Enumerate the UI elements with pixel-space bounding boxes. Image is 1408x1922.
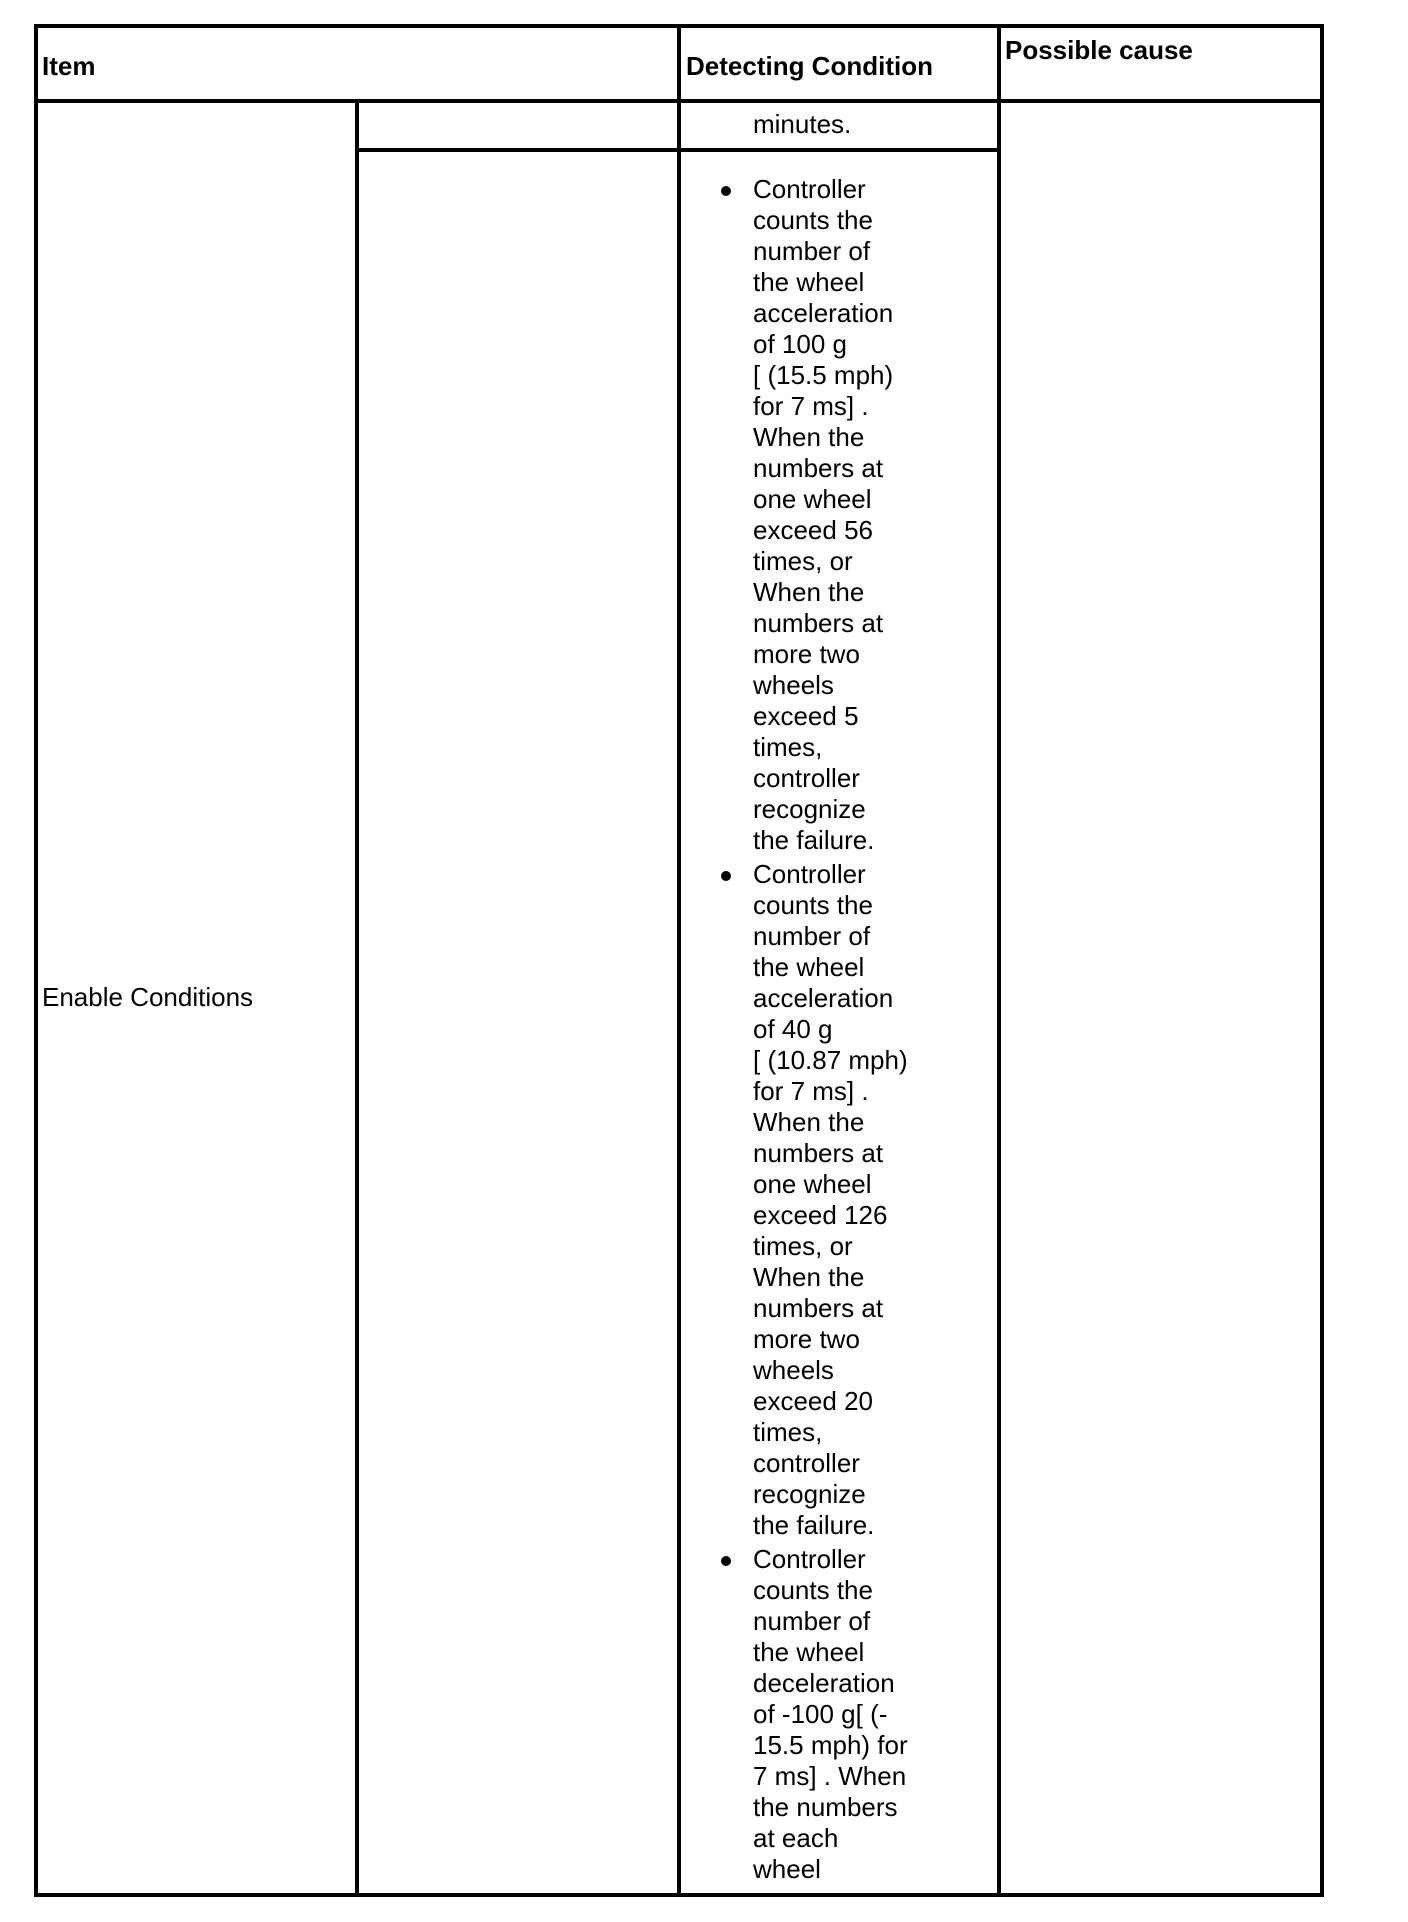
list-item: [721, 174, 991, 856]
bullet-line: the wheel: [753, 267, 865, 297]
detecting-condition-list: [721, 174, 991, 1888]
bullet-line: for 7 ms] .: [753, 1076, 869, 1106]
bullet-line: the numbers: [753, 1792, 898, 1822]
bullet-line: wheel: [753, 1854, 821, 1884]
bullet-line: Controller: [753, 859, 866, 889]
bullet-line: one wheel: [753, 484, 872, 514]
list-item: [721, 1544, 991, 1885]
bullet-line: number of: [753, 236, 871, 266]
bullet-line: times,: [753, 732, 823, 762]
bullet-line: exceed 126: [753, 1200, 888, 1230]
bullet-line: the failure.: [753, 1510, 875, 1540]
bullet-line: [ (10.87 mph): [753, 1045, 908, 1075]
bullet-line: numbers at: [753, 1138, 884, 1168]
bullet-line: exceed 5: [753, 701, 859, 731]
bullet-line: for 7 ms] .: [753, 391, 869, 421]
bullet-line: times, or: [753, 1231, 853, 1261]
item-subcolumn-divider: [355, 101, 359, 1897]
bullet-icon: [721, 186, 731, 196]
bullet-text: [753, 174, 991, 856]
bullet-text: [753, 1544, 991, 1885]
bullet-line: numbers at: [753, 608, 884, 638]
bullet-line: controller: [753, 763, 860, 793]
header-detecting-condition: Detecting Condition: [686, 51, 933, 81]
bullet-line: the wheel: [753, 1637, 865, 1667]
bullet-icon: [721, 1556, 731, 1566]
bullet-icon: [721, 871, 731, 881]
continued-text: minutes.: [753, 109, 852, 139]
bullet-line: acceleration: [753, 983, 894, 1013]
bullet-line: number of: [753, 1606, 871, 1636]
bullet-line: times, or: [753, 546, 853, 576]
bullet-line: Controller: [753, 174, 866, 204]
bullet-text: [753, 859, 991, 1541]
bullet-line: exceed 56: [753, 515, 873, 545]
bullet-line: one wheel: [753, 1169, 872, 1199]
bullet-line: wheels: [753, 1355, 834, 1385]
bullet-line: counts the: [753, 1575, 873, 1605]
bullet-line: recognize: [753, 1479, 866, 1509]
bullet-line: numbers at: [753, 1293, 884, 1323]
bullet-line: of 100 g: [753, 329, 847, 359]
bullet-line: wheels: [753, 670, 834, 700]
bullet-line: numbers at: [753, 453, 884, 483]
bullet-line: counts the: [753, 205, 873, 235]
header-possible-cause: Possible cause: [1005, 35, 1193, 65]
row-label-enable-conditions: Enable Conditions: [42, 982, 254, 1012]
detecting-column-divider: [677, 28, 681, 1897]
possible-cause-column-divider: [997, 28, 1001, 1897]
bullet-line: recognize: [753, 794, 866, 824]
bullet-line: acceleration: [753, 298, 894, 328]
bullet-line: more two: [753, 1324, 860, 1354]
table-left-border: [34, 24, 38, 1897]
bullet-line: exceed 20: [753, 1386, 873, 1416]
bullet-line: When the: [753, 1262, 865, 1292]
list-item: [721, 859, 991, 1541]
table-right-border: [1320, 24, 1324, 1897]
bullet-line: [ (15.5 mph): [753, 360, 894, 390]
bullet-line: of -100 g[ (-: [753, 1699, 888, 1729]
bullet-line: the failure.: [753, 825, 875, 855]
header-item: Item: [42, 51, 96, 81]
bullet-line: When the: [753, 577, 865, 607]
bullet-line: at each: [753, 1823, 839, 1853]
bullet-line: When the: [753, 1107, 865, 1137]
bullet-line: Controller: [753, 1544, 866, 1574]
bullet-line: 7 ms] . When: [753, 1761, 907, 1791]
bullet-line: 15.5 mph) for: [753, 1730, 908, 1760]
bullet-line: of 40 g: [753, 1014, 833, 1044]
bullet-line: controller: [753, 1448, 860, 1478]
bullet-line: more two: [753, 639, 860, 669]
bullet-line: counts the: [753, 890, 873, 920]
bullet-line: times,: [753, 1417, 823, 1447]
bullet-line: the wheel: [753, 952, 865, 982]
bullet-line: deceleration: [753, 1668, 895, 1698]
bullet-line: number of: [753, 921, 871, 951]
bullet-line: When the: [753, 422, 865, 452]
